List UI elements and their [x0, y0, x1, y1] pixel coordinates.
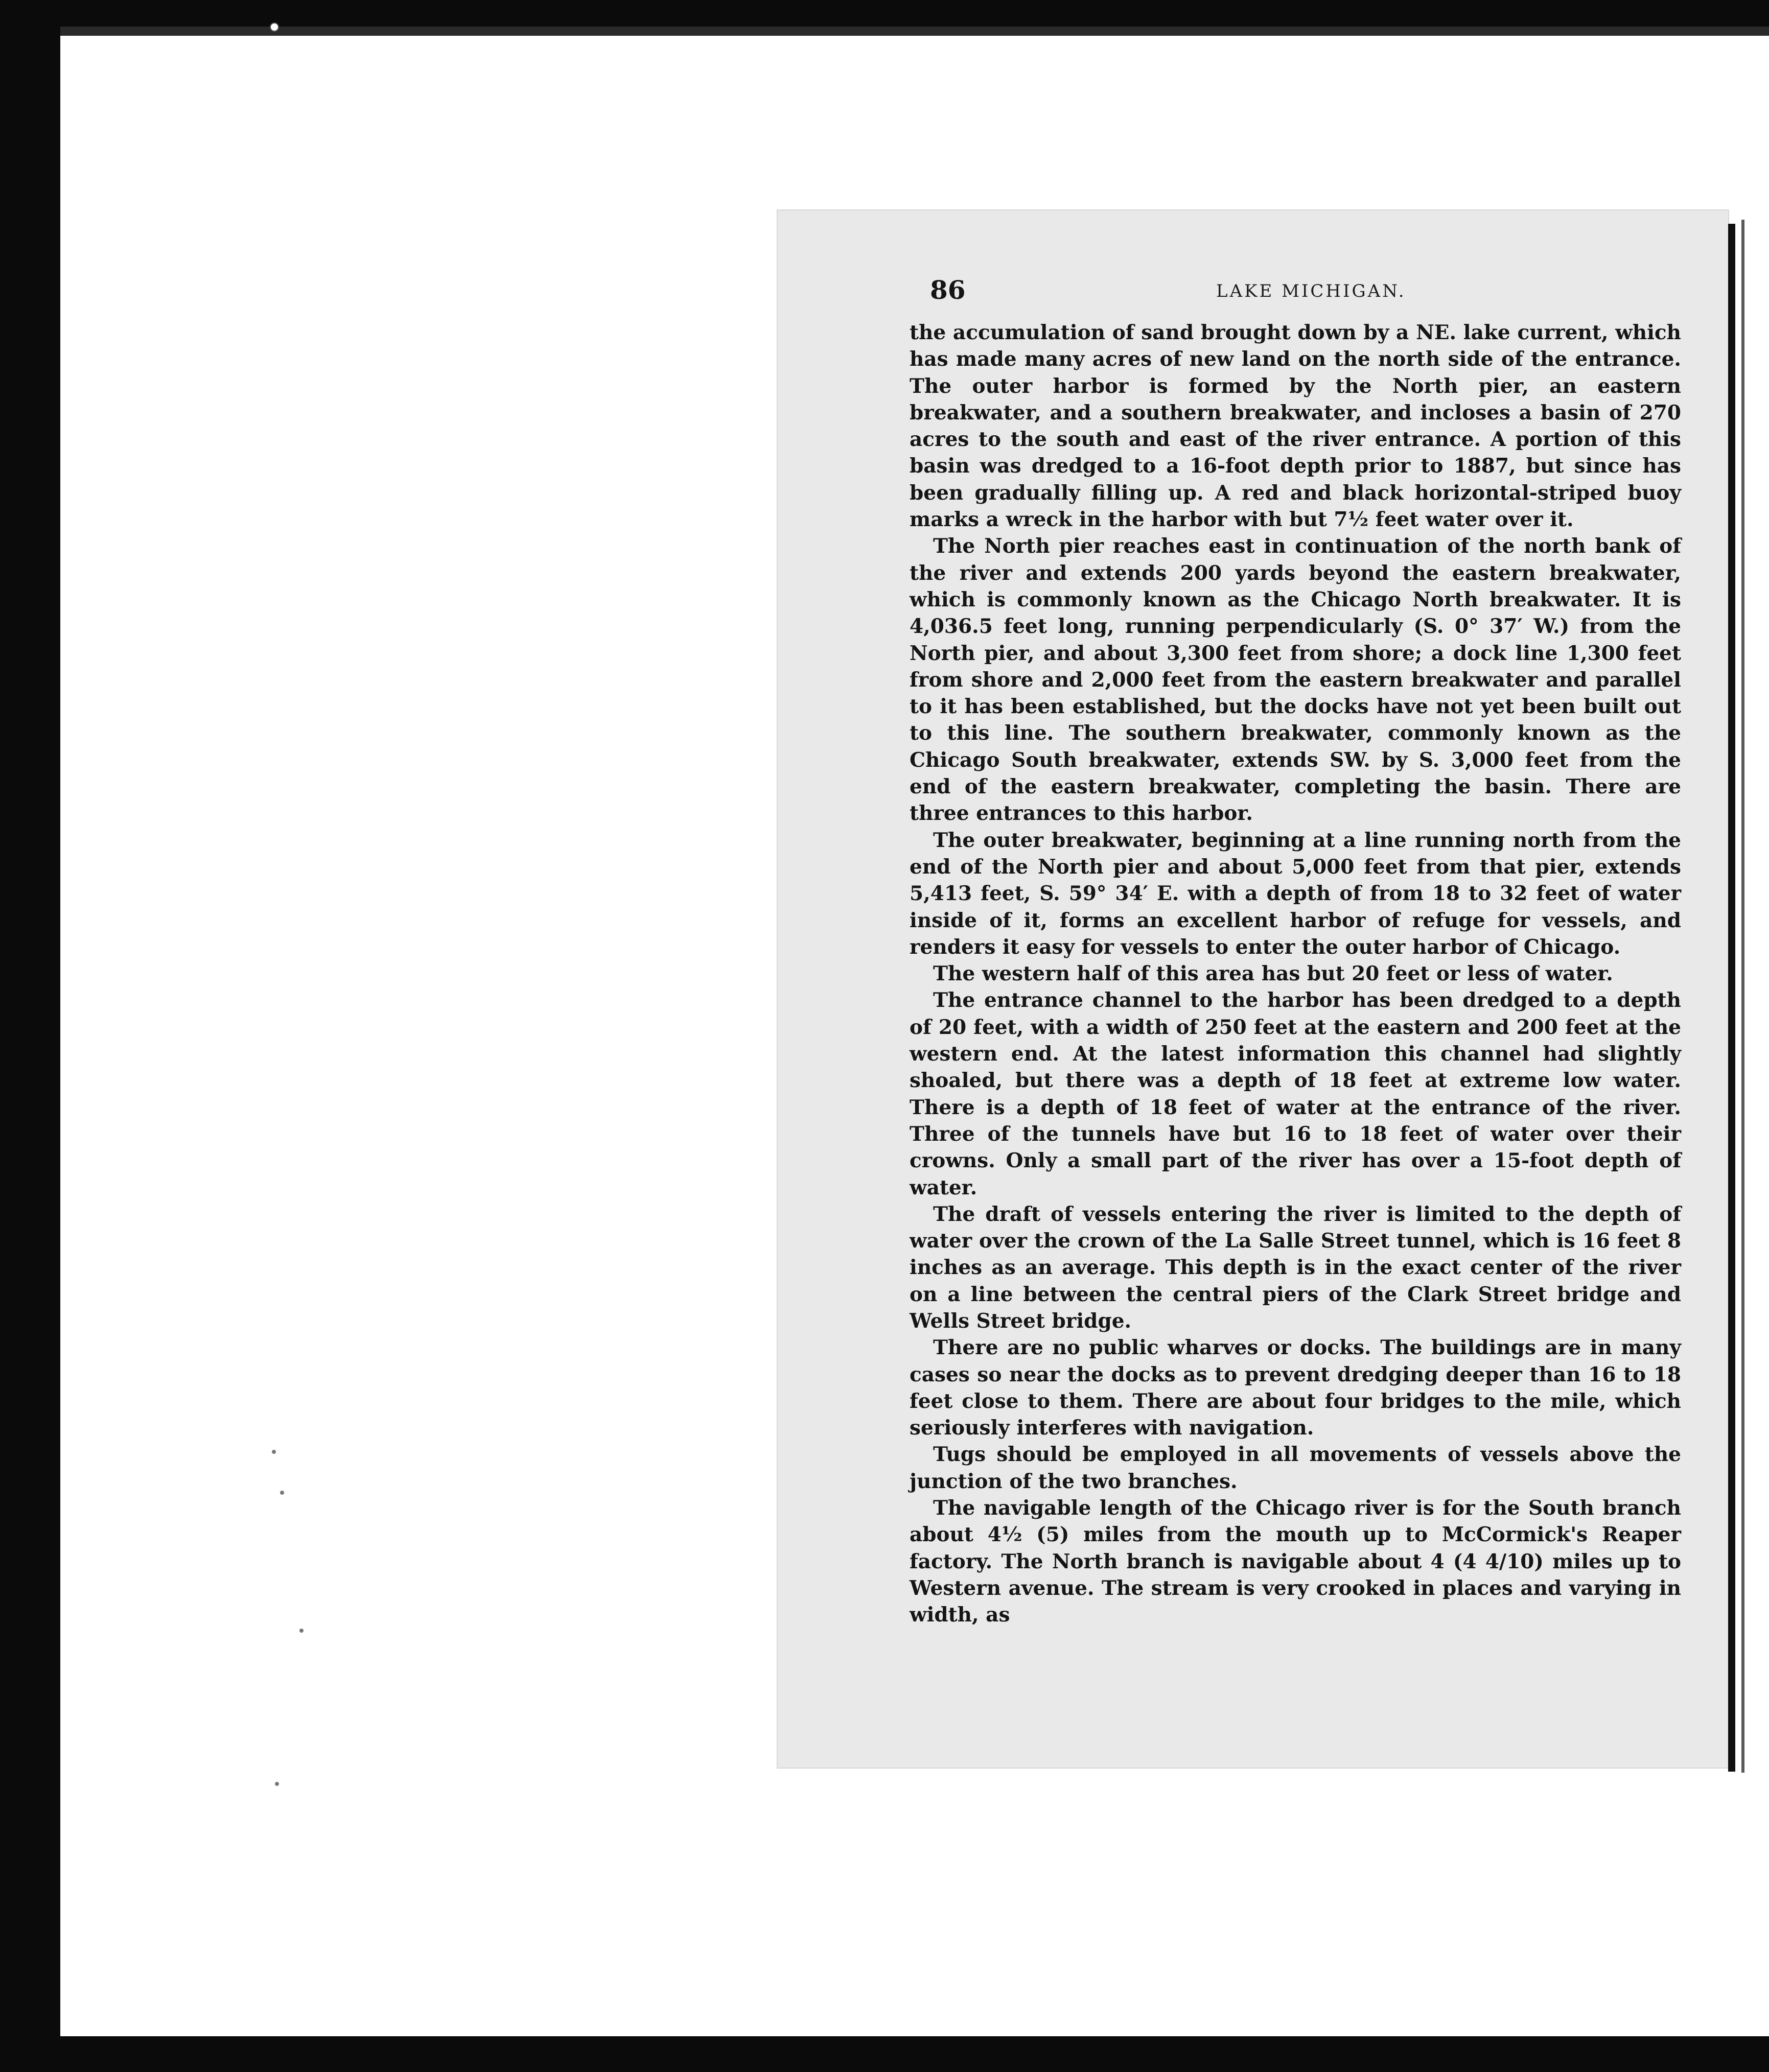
running-head: LAKE MICHIGAN.	[1216, 281, 1406, 301]
paragraph: There are no public wharves or docks. The buildings are in many cases so near the docks as to prevent dredging deeper than 16 to 18 feet close to them. There are about four bridges to the mile, which seriously interferes with navigation.	[910, 1336, 1681, 1440]
paragraph: The draft of vessels entering the river is limited to the depth of water over the crown of the La Salle Street tunnel, which is 16 feet 8 inches as an average. This depth is in the exact center of the river on a line between the central piers of the Clark Street bridge and Wells Street bridge.	[910, 1202, 1681, 1333]
paragraph: The navigable length of the Chicago river is for the South branch about 4½ (5) miles from the mouth up to McCormick's Reaper factory. The North branch is navigable about 4 (4 4/10) miles up to Western avenue. The stream is very crooked in places and varying in width, as	[910, 1496, 1681, 1627]
scan-speck	[280, 1491, 284, 1495]
paragraph: The entrance channel to the harbor has been dredged to a depth of 20 feet, with a width of 250 feet at the eastern and 200 feet at the western end. At the latest information this channel had slightly shoaled, but there was a depth of 18 feet at extreme low water. There is a depth of 18 feet of water at the entrance of the river. Three of the tunnels have but 16 to 18 feet of water over their crowns. Only a small part of the river has over a 15-foot depth of water.	[910, 988, 1681, 1199]
scan-speck	[275, 1782, 279, 1786]
page-number: 86	[930, 275, 966, 305]
film-sprocket-mark	[270, 22, 279, 32]
paragraph: Tugs should be employed in all movements of vessels above the junction of the two branches.	[910, 1443, 1681, 1493]
film-frame-top-border	[0, 0, 1769, 27]
paragraph: The North pier reaches east in continuation of the north bank of the river and extends 200 yards beyond the eastern breakwater, which is commonly known as the Chicago North breakwater. It is 4,036.5 feet long, running perpendicularly (S. 0° 37′ W.) from the North pier, and about 3,300 feet from shore; a dock line 1,300 feet from shore and 2,000 feet from the eastern breakwater and parallel to it has been established, but the docks have not yet been built out to this line. The southern breakwater, commonly known as the Chicago South breakwater, extends SW. by S. 3,000 feet from the end of the eastern breakwater, completing the basin. There are three entrances to this harbor.	[910, 534, 1681, 826]
film-frame-inner-edge	[60, 27, 1769, 36]
paragraph: The outer breakwater, beginning at a line running north from the end of the North pier and about 5,000 feet from that pier, extends 5,413 feet, S. 59° 34′ E. with a depth of from 18 to 32 feet of water inside of it, forms an excellent harbor of refuge for vessels, and renders it easy for vessels to enter the outer harbor of Chicago.	[910, 828, 1681, 959]
page-binding-edge	[1728, 224, 1735, 1772]
paragraph: the accumulation of sand brought down by a NE. lake current, which has made many acres of new land on the north side of the entrance. The outer harbor is formed by the North pier, an eastern breakwater, and a southern breakwater, and incloses a basin of 270 acres to the south and east of the river entrance. A portion of this basin was dredged to a 16-foot depth prior to 1887, but since has been gradually filling up. A red and black horizontal-striped buoy marks a wreck in the harbor with but 7½ feet water over it.	[910, 321, 1681, 532]
body-text	[910, 319, 1681, 1627]
film-frame-bottom-border	[0, 2036, 1769, 2072]
paragraph: The western half of this area has but 20 feet or less of water.	[933, 962, 1613, 986]
scan-speck	[299, 1629, 304, 1633]
page-binding-shadow	[1741, 220, 1744, 1773]
scan-speck	[272, 1450, 276, 1454]
film-frame-left-border	[0, 0, 60, 2072]
page-header	[930, 275, 1696, 316]
